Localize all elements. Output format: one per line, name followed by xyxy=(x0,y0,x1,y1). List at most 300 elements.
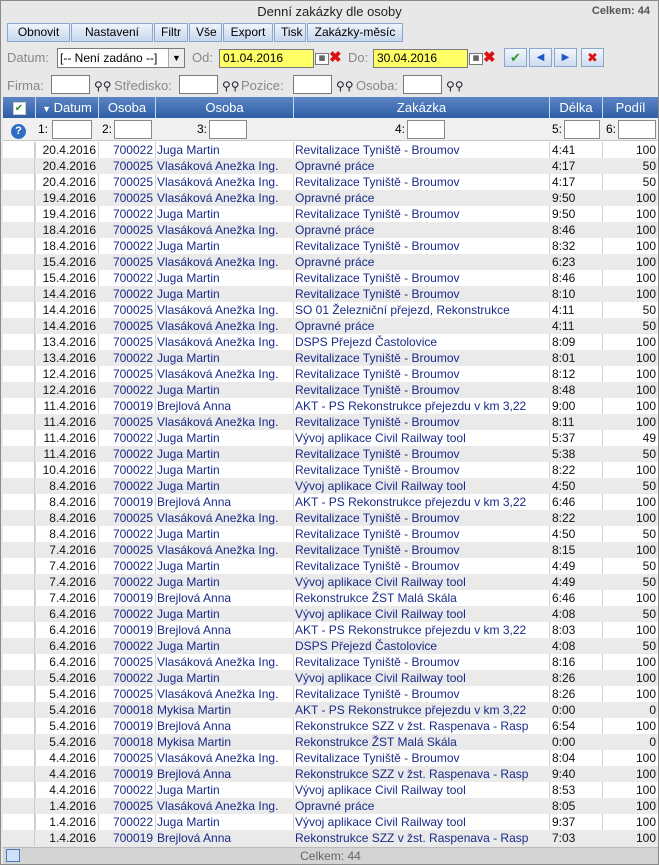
cell-osoba-name: Vlasáková Anežka Ing. xyxy=(157,223,279,237)
row-selector[interactable] xyxy=(3,446,35,462)
cell-delka: 8:26 xyxy=(552,687,576,701)
cell-delka: 6:23 xyxy=(552,255,576,269)
table-row[interactable] xyxy=(3,606,658,622)
row-selector[interactable] xyxy=(3,798,35,814)
cell-podil: 100 xyxy=(635,271,656,285)
cell-datum: 13.4.2016 xyxy=(42,351,96,365)
table-row[interactable] xyxy=(3,334,658,350)
table-row[interactable] xyxy=(3,542,658,558)
osoba-label: Osoba: xyxy=(356,78,398,93)
cell-osoba-name: Mykisa Martin xyxy=(157,703,232,717)
row-selector[interactable] xyxy=(3,478,35,494)
cell-datum: 20.4.2016 xyxy=(42,175,96,189)
cell-osoba-name: Juga Martin xyxy=(157,447,220,461)
cell-datum: 15.4.2016 xyxy=(42,271,96,285)
table-row[interactable] xyxy=(3,766,658,782)
table-row[interactable] xyxy=(3,350,658,366)
cell-podil: 50 xyxy=(642,639,656,653)
cell-podil: 100 xyxy=(635,655,656,669)
cell-delka: 8:22 xyxy=(552,463,576,477)
cell-datum: 5.4.2016 xyxy=(49,687,96,701)
cell-zakazka: Rekonstrukce SZZ v žst. Raspenava - Rasp xyxy=(295,831,529,845)
sort-desc-icon: ▼ xyxy=(42,104,54,114)
date-from-input[interactable]: 01.04.2016 xyxy=(219,49,314,68)
cell-datum: 19.4.2016 xyxy=(42,191,96,205)
cell-zakazka: Opravné práce xyxy=(295,191,375,205)
cell-osoba-code: 700022 xyxy=(112,143,153,157)
cell-datum: 6.4.2016 xyxy=(49,655,96,669)
cell-podil: 50 xyxy=(642,575,656,589)
row-selector[interactable] xyxy=(3,766,35,782)
table-row[interactable] xyxy=(3,270,658,286)
table-row[interactable] xyxy=(3,222,658,238)
cell-podil: 100 xyxy=(635,751,656,765)
table-row[interactable] xyxy=(3,558,658,574)
cell-delka: 6:54 xyxy=(552,719,576,733)
row-selector[interactable] xyxy=(3,590,35,606)
cell-osoba-code: 700022 xyxy=(112,271,153,285)
select-all-cell[interactable] xyxy=(3,97,36,118)
cell-osoba-name: Juga Martin xyxy=(157,351,220,365)
cell-delka: 8:10 xyxy=(552,287,576,301)
row-selector[interactable] xyxy=(3,174,35,190)
column-filter-input[interactable] xyxy=(52,120,92,139)
cell-zakazka: AKT - PS Rekonstrukce přejezdu v km 3,22 xyxy=(295,399,527,413)
cell-delka: 8:01 xyxy=(552,351,576,365)
row-selector[interactable] xyxy=(3,302,35,318)
table-row[interactable] xyxy=(3,238,658,254)
cell-osoba-name: Vlasáková Anežka Ing. xyxy=(157,687,279,701)
row-selector[interactable] xyxy=(3,270,35,286)
cell-zakazka: Revitalizace Tyniště - Broumov xyxy=(295,447,460,461)
settings-button[interactable]: Nastavení xyxy=(71,23,153,42)
table-row[interactable] xyxy=(3,446,658,462)
cell-datum: 5.4.2016 xyxy=(49,671,96,685)
cell-osoba-name: Mykisa Martin xyxy=(157,735,232,749)
cell-zakazka: Opravné práce xyxy=(295,799,375,813)
row-selector[interactable] xyxy=(3,814,35,830)
row-selector[interactable] xyxy=(3,286,35,302)
cell-osoba-code: 700025 xyxy=(112,255,153,269)
table-row[interactable] xyxy=(3,622,658,638)
cell-osoba-code: 700022 xyxy=(112,463,153,477)
cell-zakazka: Opravné práce xyxy=(295,255,375,269)
arrow-right-icon[interactable]: ▶ xyxy=(554,48,577,67)
row-selector[interactable] xyxy=(3,750,35,766)
cell-datum: 14.4.2016 xyxy=(42,287,96,301)
cell-osoba-code: 700022 xyxy=(112,287,153,301)
cell-osoba-code: 700019 xyxy=(112,767,153,781)
row-selector[interactable] xyxy=(3,414,35,430)
table-row[interactable] xyxy=(3,798,658,814)
cell-osoba-code: 700019 xyxy=(112,399,153,413)
cell-delka: 4:50 xyxy=(552,479,576,493)
row-selector[interactable] xyxy=(3,574,35,590)
cell-delka: 4:17 xyxy=(552,159,576,173)
table-row[interactable] xyxy=(3,158,658,174)
cell-delka: 9:50 xyxy=(552,207,576,221)
column-zakazka[interactable]: Zakázka xyxy=(294,97,550,118)
binoculars-icon[interactable]: ⚲⚲ xyxy=(94,79,112,93)
cell-osoba-code: 700022 xyxy=(112,671,153,685)
cell-osoba-code: 700025 xyxy=(112,367,153,381)
row-selector[interactable] xyxy=(3,686,35,702)
cell-zakazka: Vývoj aplikace Civil Railway tool xyxy=(295,815,466,829)
cell-datum: 5.4.2016 xyxy=(49,703,96,717)
cell-podil: 50 xyxy=(642,447,656,461)
cell-zakazka: Rekonstrukce SZZ v žst. Raspenava - Rasp xyxy=(295,719,529,733)
cell-zakazka: Vývoj aplikace Civil Railway tool xyxy=(295,783,466,797)
row-selector[interactable] xyxy=(3,350,35,366)
column-filter-input[interactable] xyxy=(564,120,600,139)
table-row[interactable] xyxy=(3,670,658,686)
cell-podil: 100 xyxy=(635,687,656,701)
cell-osoba-name: Juga Martin xyxy=(157,479,220,493)
cell-zakazka: Revitalizace Tyniště - Broumov xyxy=(295,271,460,285)
cell-datum: 7.4.2016 xyxy=(49,591,96,605)
cell-podil: 100 xyxy=(635,287,656,301)
cancel-icon[interactable]: ✖ xyxy=(581,48,604,67)
cell-osoba-name: Vlasáková Anežka Ing. xyxy=(157,191,279,205)
row-selector[interactable] xyxy=(3,142,35,158)
cell-podil: 100 xyxy=(635,671,656,685)
cell-podil: 100 xyxy=(635,623,656,637)
table-row[interactable] xyxy=(3,414,658,430)
cell-datum: 1.4.2016 xyxy=(49,815,96,829)
column-osoba-name[interactable]: Osoba xyxy=(156,97,294,118)
cell-osoba-code: 700022 xyxy=(112,447,153,461)
cell-osoba-code: 700022 xyxy=(112,383,153,397)
row-selector[interactable] xyxy=(3,366,35,382)
cell-osoba-name: Vlasáková Anežka Ing. xyxy=(157,335,279,349)
binoculars-icon[interactable]: ⚲⚲ xyxy=(446,79,464,93)
calendar-icon[interactable]: ▦ xyxy=(315,53,329,65)
stredisko-label: Středisko: xyxy=(114,78,172,93)
table-row[interactable] xyxy=(3,142,658,158)
column-filter-input[interactable] xyxy=(114,120,152,139)
row-selector[interactable] xyxy=(3,734,35,750)
cell-datum: 14.4.2016 xyxy=(42,303,96,317)
cell-podil: 100 xyxy=(635,383,656,397)
cell-osoba-name: Vlasáková Anežka Ing. xyxy=(157,751,279,765)
cell-datum: 11.4.2016 xyxy=(43,415,96,429)
cell-osoba-code: 700022 xyxy=(112,207,153,221)
date-to-input[interactable]: 30.04.2016 xyxy=(373,49,468,68)
row-selector[interactable] xyxy=(3,238,35,254)
row-selector[interactable] xyxy=(3,638,35,654)
table-row[interactable] xyxy=(3,302,658,318)
export-button[interactable]: Export xyxy=(223,23,273,42)
filter-label-1: 1: xyxy=(38,122,49,136)
row-selector[interactable] xyxy=(3,334,35,350)
table-row[interactable] xyxy=(3,382,658,398)
cell-osoba-code: 700019 xyxy=(112,495,153,509)
cell-osoba-name: Juga Martin xyxy=(157,559,220,573)
table-row[interactable] xyxy=(3,366,658,382)
row-selector[interactable] xyxy=(3,398,35,414)
cell-delka: 8:09 xyxy=(552,335,576,349)
row-selector[interactable] xyxy=(3,158,35,174)
grid-header xyxy=(3,97,658,118)
stredisko-input[interactable] xyxy=(179,75,218,94)
cell-zakazka: Vývoj aplikace Civil Railway tool xyxy=(295,479,466,493)
cell-osoba-code: 700025 xyxy=(112,175,153,189)
check-icon[interactable]: ✔ xyxy=(504,48,527,67)
row-selector[interactable] xyxy=(3,782,35,798)
all-button[interactable]: Vše xyxy=(189,23,222,42)
cell-osoba-code: 700018 xyxy=(112,735,153,749)
status-bar xyxy=(3,847,658,864)
row-selector[interactable] xyxy=(3,606,35,622)
cell-podil: 100 xyxy=(635,543,656,557)
cell-datum: 12.4.2016 xyxy=(42,383,96,397)
cell-osoba-code: 700025 xyxy=(112,751,153,765)
cell-zakazka: Revitalizace Tyniště - Broumov xyxy=(295,559,460,573)
row-selector[interactable] xyxy=(3,702,35,718)
cell-osoba-name: Brejlová Anna xyxy=(157,831,232,845)
table-row[interactable] xyxy=(3,814,658,830)
cell-datum: 8.4.2016 xyxy=(49,527,96,541)
cell-podil: 100 xyxy=(635,191,656,205)
datum-select[interactable] xyxy=(57,48,185,68)
cell-osoba-name: Juga Martin xyxy=(157,815,220,829)
row-selector[interactable] xyxy=(3,526,35,542)
cell-osoba-name: Juga Martin xyxy=(157,639,220,653)
cell-osoba-code: 700025 xyxy=(112,223,153,237)
cell-osoba-name: Juga Martin xyxy=(157,575,220,589)
cell-zakazka: Revitalizace Tyniště - Broumov xyxy=(295,527,460,541)
cell-osoba-code: 700018 xyxy=(112,703,153,717)
cell-podil: 100 xyxy=(635,463,656,477)
cell-zakazka: Revitalizace Tyniště - Broumov xyxy=(295,415,460,429)
table-row[interactable] xyxy=(3,430,658,446)
cell-delka: 4:49 xyxy=(552,559,576,573)
cell-delka: 8:32 xyxy=(552,239,576,253)
cell-datum: 18.4.2016 xyxy=(42,239,96,253)
table-row[interactable] xyxy=(3,174,658,190)
row-selector[interactable] xyxy=(3,654,35,670)
column-filter-input[interactable] xyxy=(407,120,445,139)
column-podil[interactable]: Podíl xyxy=(615,100,646,115)
cell-podil: 50 xyxy=(642,175,656,189)
table-row[interactable] xyxy=(3,830,658,846)
cell-osoba-code: 700025 xyxy=(112,799,153,813)
cell-delka: 8:48 xyxy=(552,383,576,397)
cell-delka: 9:00 xyxy=(552,399,576,413)
cell-delka: 0:00 xyxy=(552,735,576,749)
cell-podil: 100 xyxy=(635,719,656,733)
row-selector[interactable] xyxy=(3,206,35,222)
column-osoba-code[interactable]: Osoba xyxy=(99,97,156,118)
data-grid xyxy=(3,97,658,846)
cell-osoba-name: Juga Martin xyxy=(157,271,220,285)
cell-delka: 4:17 xyxy=(552,175,576,189)
cell-osoba-code: 700025 xyxy=(112,159,153,173)
cell-zakazka: Vývoj aplikace Civil Railway tool xyxy=(295,607,466,621)
table-row[interactable] xyxy=(3,718,658,734)
table-row[interactable] xyxy=(3,494,658,510)
filter-label-5: 5: xyxy=(552,122,563,136)
table-row[interactable] xyxy=(3,702,658,718)
row-selector[interactable] xyxy=(3,670,35,686)
cell-zakazka: Rekonstrukce ŽST Malá Skála xyxy=(295,591,457,605)
cell-datum: 11.4.2016 xyxy=(43,399,96,413)
chevron-down-icon: ▼ xyxy=(168,49,184,67)
cell-osoba-code: 700022 xyxy=(112,559,153,573)
osoba-input[interactable] xyxy=(403,75,442,94)
cell-zakazka: Revitalizace Tyniště - Broumov xyxy=(295,175,460,189)
cell-datum: 7.4.2016 xyxy=(49,559,96,573)
cell-osoba-name: Brejlová Anna xyxy=(157,719,232,733)
row-selector[interactable] xyxy=(3,494,35,510)
cell-zakazka: Revitalizace Tyniště - Broumov xyxy=(295,751,460,765)
cell-delka: 6:46 xyxy=(552,495,576,509)
filter-label-6: 6: xyxy=(606,122,617,136)
row-selector[interactable] xyxy=(3,190,35,206)
column-filter-input[interactable] xyxy=(618,120,656,139)
row-selector[interactable] xyxy=(3,382,35,398)
cell-datum: 4.4.2016 xyxy=(49,767,96,781)
cell-podil: 100 xyxy=(635,815,656,829)
row-selector[interactable] xyxy=(3,318,35,334)
cell-osoba-name: Vlasáková Anežka Ing. xyxy=(157,543,279,557)
help-icon[interactable]: ? xyxy=(11,121,26,140)
firma-input[interactable] xyxy=(51,75,90,94)
cell-zakazka: Rekonstrukce ŽST Malá Skála xyxy=(295,735,457,749)
cell-datum: 7.4.2016 xyxy=(49,543,96,557)
table-row[interactable] xyxy=(3,206,658,222)
cell-datum: 20.4.2016 xyxy=(42,143,96,157)
cell-podil: 100 xyxy=(635,415,656,429)
cell-zakazka: Revitalizace Tyniště - Broumov xyxy=(295,239,460,253)
monthly-orders-button[interactable]: Zakázky-měsíc xyxy=(307,23,403,42)
table-row[interactable] xyxy=(3,254,658,270)
cell-osoba-name: Vlasáková Anežka Ing. xyxy=(157,175,279,189)
cell-zakazka: Opravné práce xyxy=(295,159,375,173)
binoculars-icon[interactable]: ⚲⚲ xyxy=(222,79,240,93)
print-button[interactable]: Tisk xyxy=(274,23,306,42)
cell-podil: 100 xyxy=(635,495,656,509)
table-row[interactable] xyxy=(3,686,658,702)
cell-delka: 8:12 xyxy=(552,367,576,381)
table-row[interactable] xyxy=(3,638,658,654)
od-label: Od: xyxy=(192,50,213,65)
cell-zakazka: Opravné práce xyxy=(295,223,375,237)
cell-delka: 4:08 xyxy=(552,639,576,653)
row-selector[interactable] xyxy=(3,222,35,238)
refresh-button[interactable]: Obnovit xyxy=(7,23,70,42)
cell-datum: 5.4.2016 xyxy=(49,719,96,733)
cell-podil: 100 xyxy=(635,351,656,365)
check-all-icon[interactable]: ✔ xyxy=(13,102,26,115)
clear-icon[interactable]: ✖ xyxy=(483,49,496,66)
cell-osoba-name: Vlasáková Anežka Ing. xyxy=(157,255,279,269)
column-delka[interactable]: Délka xyxy=(550,97,603,118)
table-row[interactable] xyxy=(3,398,658,414)
cell-zakazka: Vývoj aplikace Civil Railway tool xyxy=(295,431,466,445)
table-row[interactable] xyxy=(3,590,658,606)
cell-osoba-code: 700019 xyxy=(112,719,153,733)
table-row[interactable] xyxy=(3,734,658,750)
datum-select-value: [-- Není zadáno --] xyxy=(60,51,158,65)
table-row[interactable] xyxy=(3,286,658,302)
cell-datum: 6.4.2016 xyxy=(49,607,96,621)
cell-datum: 5.4.2016 xyxy=(49,735,96,749)
cell-podil: 100 xyxy=(635,367,656,381)
cell-delka: 4:08 xyxy=(552,607,576,621)
cell-datum: 8.4.2016 xyxy=(49,479,96,493)
pozice-label: Pozice: xyxy=(241,78,284,93)
table-row[interactable] xyxy=(3,478,658,494)
row-selector[interactable] xyxy=(3,510,35,526)
cell-delka: 9:37 xyxy=(552,815,576,829)
binoculars-icon[interactable]: ⚲⚲ xyxy=(336,79,354,93)
column-datum[interactable] xyxy=(36,97,99,118)
row-selector[interactable] xyxy=(3,430,35,446)
column-filter-input[interactable] xyxy=(209,120,247,139)
cell-osoba-code: 700025 xyxy=(112,319,153,333)
table-row[interactable] xyxy=(3,750,658,766)
table-row[interactable] xyxy=(3,782,658,798)
cell-osoba-code: 700022 xyxy=(112,527,153,541)
table-row[interactable] xyxy=(3,190,658,206)
row-selector[interactable] xyxy=(3,254,35,270)
pozice-input[interactable] xyxy=(293,75,332,94)
cell-delka: 8:16 xyxy=(552,655,576,669)
row-selector[interactable] xyxy=(3,558,35,574)
cell-datum: 19.4.2016 xyxy=(42,207,96,221)
cell-delka: 5:38 xyxy=(552,447,576,461)
row-selector[interactable] xyxy=(3,830,35,846)
table-row[interactable] xyxy=(3,526,658,542)
cell-osoba-code: 700019 xyxy=(112,623,153,637)
arrow-left-icon[interactable]: ◀ xyxy=(529,48,552,67)
cell-osoba-code: 700022 xyxy=(112,815,153,829)
table-row[interactable] xyxy=(3,462,658,478)
row-selector[interactable] xyxy=(3,542,35,558)
table-row[interactable] xyxy=(3,574,658,590)
cell-osoba-code: 700025 xyxy=(112,335,153,349)
cell-delka: 0:00 xyxy=(552,703,576,717)
cell-podil: 100 xyxy=(635,143,656,157)
calendar-icon[interactable]: ▦ xyxy=(469,53,483,65)
cell-zakazka: AKT - PS Rekonstrukce přejezdu v km 3,22 xyxy=(295,703,527,717)
row-selector[interactable] xyxy=(3,718,35,734)
cell-osoba-name: Juga Martin xyxy=(157,383,220,397)
cell-osoba-name: Vlasáková Anežka Ing. xyxy=(157,367,279,381)
clear-icon[interactable]: ✖ xyxy=(329,49,342,66)
total-count-top: Celkem: 44 xyxy=(591,5,650,17)
firma-label: Firma: xyxy=(7,78,44,93)
table-row[interactable] xyxy=(3,318,658,334)
cell-zakazka: Revitalizace Tyniště - Broumov xyxy=(295,543,460,557)
cell-zakazka: Revitalizace Tyniště - Broumov xyxy=(295,287,460,301)
cell-osoba-name: Juga Martin xyxy=(157,607,220,621)
cell-osoba-name: Brejlová Anna xyxy=(157,495,232,509)
cell-datum: 14.4.2016 xyxy=(42,319,96,333)
table-row[interactable] xyxy=(3,510,658,526)
row-selector[interactable] xyxy=(3,622,35,638)
table-row[interactable] xyxy=(3,654,658,670)
cell-datum: 4.4.2016 xyxy=(49,751,96,765)
cell-osoba-code: 700022 xyxy=(112,783,153,797)
cell-osoba-name: Vlasáková Anežka Ing. xyxy=(157,415,279,429)
row-selector[interactable] xyxy=(3,462,35,478)
cell-podil: 50 xyxy=(642,607,656,621)
filter-button[interactable]: Filtr xyxy=(154,23,188,42)
cell-osoba-code: 700019 xyxy=(112,591,153,605)
cell-osoba-name: Brejlová Anna xyxy=(157,623,232,637)
